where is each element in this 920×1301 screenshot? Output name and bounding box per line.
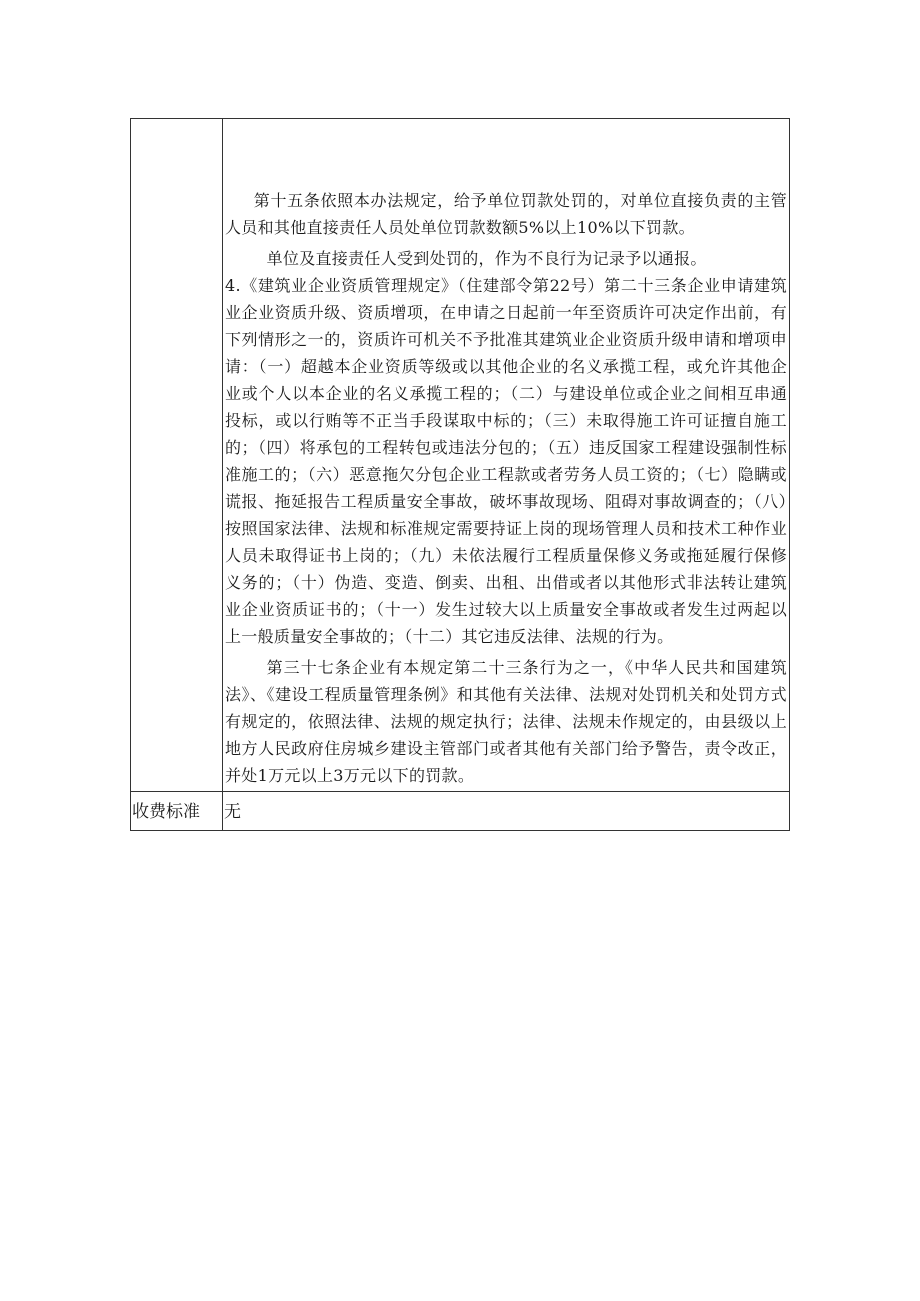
content-row — [131, 119, 790, 792]
content-cell — [223, 119, 790, 792]
paragraph-notice: 单位及直接责任人受到处罚的，作为不良行为记录予以通报。 — [266, 249, 707, 268]
paragraph-article-37: 第三十七条企业有本规定第二十三条行为之一，《中华人民共和国建筑法》、《建设工程质量管理条例》和其他有关法律、法规对处罚机关和处罚方式有规定的，依照法律、法规的规定执行；法律、法规未作规定的，由县级以上地方人民政府住房城乡建设主管部门或者其他有关部门给予警告，责令改正，并处1万元以上3万元以下的罚款。 — [225, 658, 787, 785]
document-table — [130, 118, 790, 831]
fee-value: 无 — [223, 792, 790, 831]
fee-label: 收费标准 — [131, 792, 223, 831]
paragraph-article-15: 第十五条依照本办法规定，给予单位罚款处罚的，对单位直接负责的主管人员和其他直接责任人员处单位罚款数额5%以上10%以下罚款。 — [225, 191, 787, 237]
fee-row — [131, 792, 790, 831]
empty-label-cell — [131, 119, 223, 792]
paragraph-regulation-23: 4.《建筑业企业资质管理规定》（住建部令第22号）第二十三条企业申请建筑业企业资质升级、资质增项，在申请之日起前一年至资质许可决定作出前，有下列情形之一的，资质许可机关不予批准其建筑业企业资质升级申请和增项申请：（一）超越本企业资质等级或以其他企业的名义承揽工程，或允许其他企业或个人以本企业的名义承揽工程的；（二）与建设单位或企业之间相互串通投标，或以行贿等不正当手段谋取中标的；（三）未取得施工许可证擅自施工的；（四）将承包的工程转包或违法分包的；（五）违反国家工程建设强制性标准施工的；（六）恶意拖欠分包企业工程款或者劳务人员工资的；（七）隐瞒或谎报、拖延报告工程质量安全事故，破坏事故现场、阻碍对事故调查的；（八）按照国家法律、法规和标准规定需要持证上岗的现场管理人员和技术工种作业人员未取得证书上岗的；（九）未依法履行工程质量保修义务或拖延履行保修义务的；（十）伪造、变造、倒卖、出租、出借或者以其他形式非法转让建筑业企业资质证书的；（十一）发生过较大以上质量安全事故或者发生过两起以上一般质量安全事故的；（十二）其它违反法律、法规的行为。 — [225, 276, 787, 646]
